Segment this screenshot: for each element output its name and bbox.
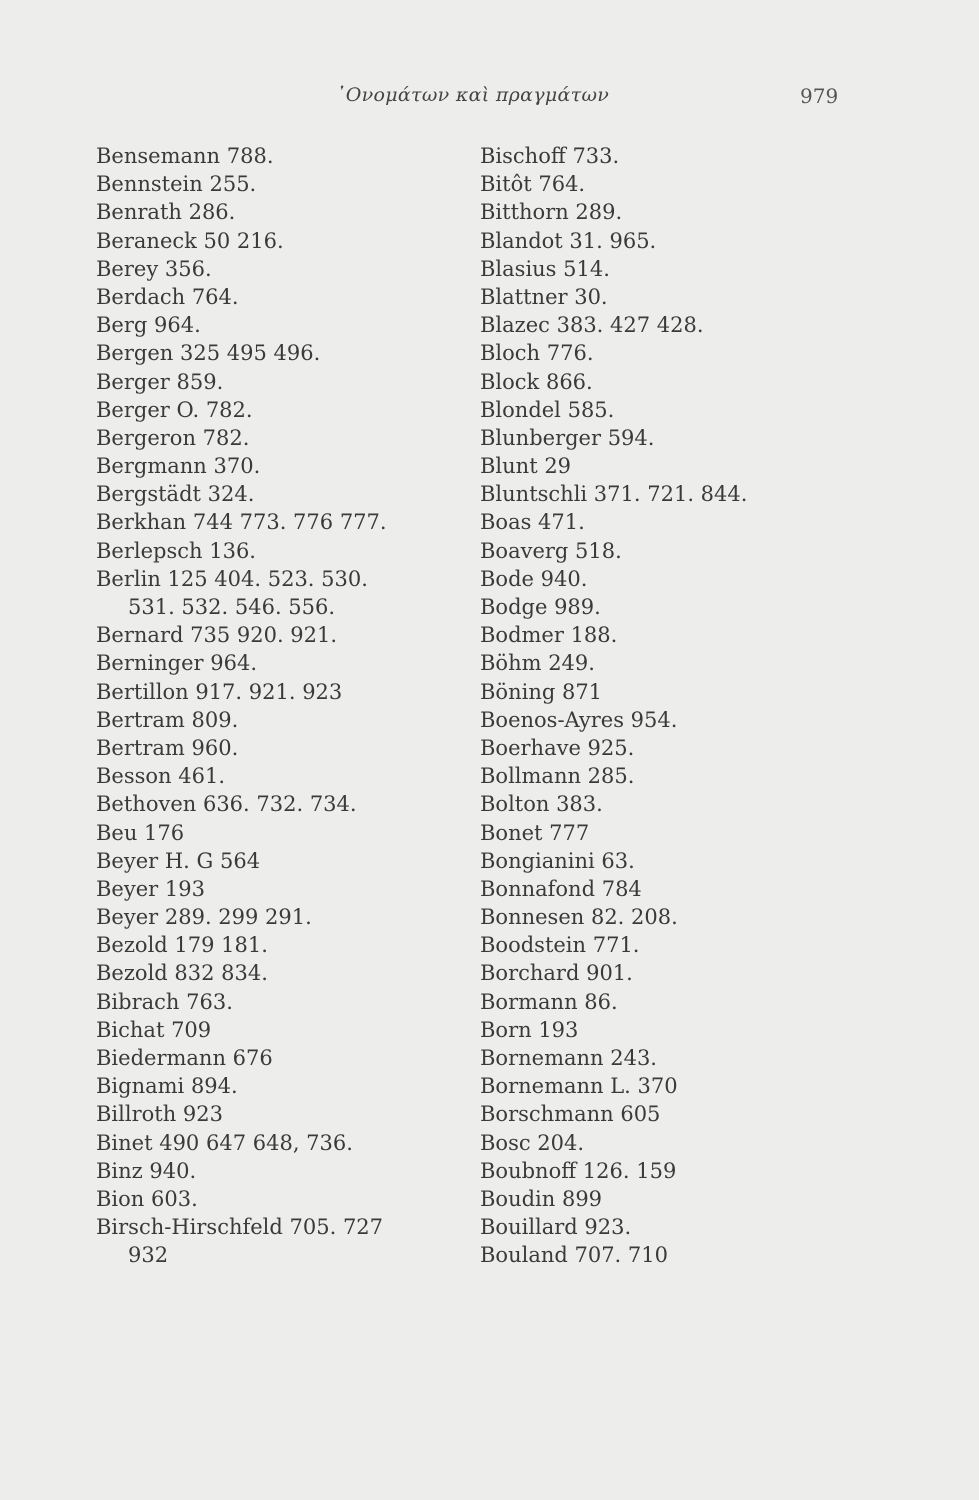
- index-entry: Bezold 832 834.: [96, 961, 268, 986]
- index-entry: Billroth 923: [96, 1102, 223, 1127]
- index-column-left: [96, 142, 476, 1270]
- index-entry: Bergmann 370.: [96, 454, 261, 479]
- index-entry: Bertillon 917. 921. 923: [96, 679, 343, 704]
- index-entry: Bennstein 255.: [96, 172, 257, 197]
- index-entry: Birsch-Hirschfeld 705. 727: [96, 1215, 384, 1240]
- index-entry: Böhm 249.: [480, 651, 595, 676]
- index-entry: Blattner 30.: [480, 284, 608, 309]
- index-entry: Bolton 383.: [480, 792, 603, 817]
- index-entry: Binz 940.: [96, 1158, 197, 1183]
- index-entry: Bornemann L. 370: [480, 1074, 678, 1099]
- page-number: 979: [800, 84, 839, 108]
- index-entry: Bibrach 763.: [96, 989, 233, 1014]
- index-entry: Bertram 960.: [96, 735, 239, 760]
- index-entry: Beyer 193: [96, 876, 205, 901]
- index-entry: Berlepsch 136.: [96, 538, 256, 563]
- index-entry: Bonnafond 784: [480, 876, 642, 901]
- index-entry: Binet 490 647 648, 736.: [96, 1130, 353, 1155]
- index-entry: Bongianini 63.: [480, 848, 635, 873]
- index-entry: Bignami 894.: [96, 1074, 238, 1099]
- index-entry: Block 866.: [480, 369, 593, 394]
- index-entry: Beraneck 50 216.: [96, 228, 284, 253]
- index-entry: Bormann 86.: [480, 989, 618, 1014]
- index-entry: Berdach 764.: [96, 284, 239, 309]
- index-entry: Bouillard 923.: [480, 1215, 632, 1240]
- index-entry: Blasius 514.: [480, 256, 610, 281]
- index-entry: Benrath 286.: [96, 200, 236, 225]
- index-entry: Boerhave 925.: [480, 735, 635, 760]
- index-entry: Bion 603.: [96, 1186, 198, 1211]
- index-entry: 531. 532. 546. 556.: [128, 595, 336, 619]
- index-entry: 932: [128, 1243, 169, 1268]
- running-title: ᾽Ονομάτων καὶ πραγμάτων: [336, 84, 610, 106]
- index-entry: Bonnesen 82. 208.: [480, 905, 678, 930]
- index-entry: Besson 461.: [96, 764, 226, 789]
- index-entry: Boubnoff 126. 159: [480, 1158, 677, 1183]
- index-entry: Blunberger 594.: [480, 425, 655, 450]
- index-entry: Bluntschli 371. 721. 844.: [480, 482, 748, 507]
- index-entry: Boaverg 518.: [480, 538, 622, 563]
- index-entry: Bodmer 188.: [480, 623, 618, 648]
- index-entry: Blazec 383. 427 428.: [480, 313, 704, 338]
- index-entry: Bichat 709: [96, 1017, 212, 1042]
- index-entry: Berkhan 744 773. 776 777.: [96, 510, 387, 535]
- index-entry: Bernard 735 920. 921.: [96, 623, 338, 648]
- index-entry: Bouland 707. 710: [480, 1243, 668, 1268]
- index-entry: Bloch 776.: [480, 341, 594, 366]
- index-entry: Berey 356.: [96, 256, 212, 281]
- index-entry: Bethoven 636. 732. 734.: [96, 792, 357, 817]
- index-entry: Berger O. 782.: [96, 397, 253, 422]
- index-entry: Boodstein 771.: [480, 933, 640, 958]
- index-entry: Berlin 125 404. 523. 530.: [96, 566, 368, 591]
- page-header: [0, 84, 979, 114]
- index-entry: Bonet 777: [480, 820, 590, 845]
- index-entry: Bergstädt 324.: [96, 482, 255, 507]
- index-entry: Bitôt 764.: [480, 172, 586, 197]
- index-entry: Bergeron 782.: [96, 425, 250, 450]
- index-entry: Bertram 809.: [96, 707, 239, 732]
- index-entry: Bezold 179 181.: [96, 933, 268, 958]
- index-entry: Blondel 585.: [480, 397, 615, 422]
- index-entry: Bergen 325 495 496.: [96, 341, 321, 366]
- index-entry: Beyer H. G 564: [96, 848, 261, 873]
- index-entry: Biedermann 676: [96, 1046, 273, 1070]
- index-entry: Borchard 901.: [480, 961, 633, 986]
- index-entry: Bischoff 733.: [480, 144, 620, 168]
- index-entry: Borschmann 605: [480, 1102, 661, 1127]
- index-column-right: [480, 142, 920, 1270]
- index-entry: Blunt 29: [480, 454, 572, 479]
- index-entry: Bosc 204.: [480, 1130, 585, 1155]
- index-entry: Bode 940.: [480, 566, 588, 591]
- index-entry: Berninger 964.: [96, 651, 258, 676]
- index-entry: Blandot 31. 965.: [480, 228, 657, 253]
- index-entry: Böning 871: [480, 679, 603, 704]
- index-entry: Boenos-Ayres 954.: [480, 707, 678, 732]
- index-entry: Born 193: [480, 1017, 579, 1042]
- index-entry: Boas 471.: [480, 510, 585, 535]
- index-entry: Berg 964.: [96, 313, 201, 338]
- index-entry: Beyer 289. 299 291.: [96, 905, 312, 930]
- index-entry: Berger 859.: [96, 369, 224, 394]
- index-entry: Bensemann 788.: [96, 144, 274, 168]
- index-entry: Bollmann 285.: [480, 764, 635, 789]
- index-entry: Bodge 989.: [480, 595, 601, 619]
- index-entry: Bitthorn 289.: [480, 200, 623, 225]
- index-entry: Beu 176: [96, 820, 185, 845]
- index-entry: Boudin 899: [480, 1186, 603, 1211]
- index-entry: Bornemann 243.: [480, 1046, 657, 1070]
